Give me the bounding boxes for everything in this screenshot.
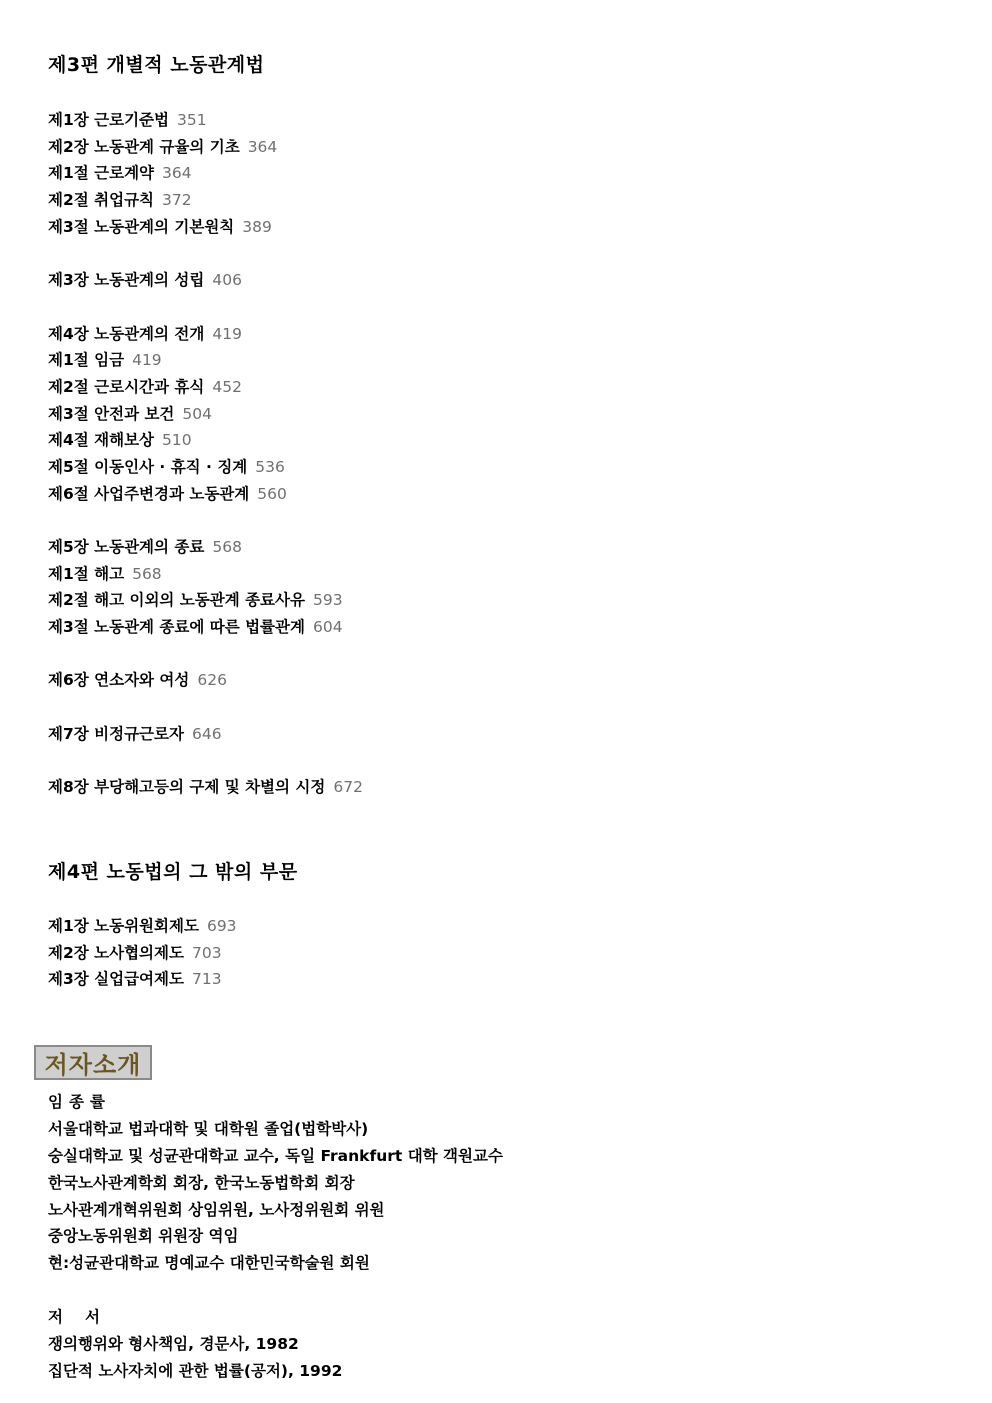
toc-entry-label: 제2절 취업규칙 — [48, 191, 155, 210]
toc-entry-section — [48, 587, 363, 614]
toc-entry-label: 제1장 근로기준법 — [48, 111, 169, 129]
toc-entry-chapter-3 — [48, 267, 363, 294]
toc-entry-page: 419 — [212, 324, 242, 343]
part-3-toc — [48, 107, 363, 801]
toc-entry-label: 제2절 근로시간과 휴식 — [48, 377, 205, 396]
toc-entry-label: 제8장 부당해고등의 구제 및 차별의 시정 — [48, 778, 326, 797]
toc-entry-label: 제2장 노사협의제도 — [48, 943, 184, 962]
toc-entry-chapter-1 — [48, 913, 237, 940]
toc-entry-page: 604 — [312, 618, 343, 637]
career-item: 노사관계개혁위원회 상임위원, 노사정위원회 위원 — [48, 1200, 385, 1219]
toc-entry-page: 713 — [191, 970, 222, 989]
toc-entry-label: 제1절 임금 — [48, 351, 125, 370]
toc-entry-section — [48, 454, 363, 481]
toc-entry-page: 568 — [212, 538, 242, 556]
career-item: 중앙노동위원회 위원장 역임 — [48, 1227, 239, 1246]
toc-entry-label: 제1장 노동위원회제도 — [48, 917, 199, 935]
toc-entry-page: 351 — [177, 111, 207, 129]
toc-entry-page: 626 — [197, 671, 227, 690]
toc-entry-label: 제1절 해고 — [48, 564, 125, 583]
toc-entry-page: 389 — [242, 217, 272, 236]
toc-entry-label: 제2장 노동관계 규율의 기초 — [48, 137, 240, 156]
toc-entry-section — [48, 561, 363, 588]
toc-entry-label: 제5절 이동인사 · 휴직 · 징계 — [48, 457, 248, 476]
work-item: 쟁의행위와 형사책임, 경문사, 1982 — [48, 1335, 299, 1354]
toc-entry-section — [48, 614, 363, 641]
toc-entry-label: 제3장 노동관계의 성립 — [48, 271, 205, 290]
works-heading: 저서 — [48, 1308, 122, 1327]
toc-entry-label: 제3장 실업급여제도 — [48, 970, 184, 989]
toc-entry-page: 406 — [212, 271, 242, 290]
toc-entry-label: 제6장 연소자와 여성 — [48, 671, 190, 690]
toc-entry-page: 568 — [132, 564, 162, 583]
author-name: 임종률 — [48, 1093, 111, 1111]
toc-entry-chapter-3 — [48, 966, 237, 993]
toc-entry-page: 364 — [247, 137, 278, 156]
toc-entry-chapter-8 — [48, 774, 363, 801]
toc-entry-section — [48, 187, 363, 214]
toc-entry-label: 제4장 노동관계의 전개 — [48, 324, 205, 343]
author-section-heading — [34, 1045, 152, 1080]
part-4-toc — [48, 913, 237, 993]
toc-entry-chapter-6 — [48, 667, 363, 694]
toc-entry-label: 제5장 노동관계의 종료 — [48, 538, 205, 556]
toc-entry-label: 제7장 비정규근로자 — [48, 724, 184, 743]
toc-entry-page: 419 — [132, 351, 162, 370]
toc-entry-section — [48, 160, 363, 187]
toc-entry-page: 703 — [191, 943, 222, 962]
toc-entry-page: 593 — [312, 591, 343, 610]
toc-entry-section — [48, 427, 363, 454]
author-info — [48, 1089, 503, 1385]
toc-entry-chapter-2 — [48, 940, 237, 967]
toc-entry-page: 372 — [162, 191, 192, 210]
toc-entry-chapter-4 — [48, 321, 363, 348]
toc-entry-page: 364 — [162, 164, 192, 183]
toc-entry-page: 452 — [212, 377, 242, 396]
toc-entry-section — [48, 347, 363, 374]
toc-entry-section — [48, 401, 363, 428]
author-section-heading-text: 저자소개 — [44, 1051, 142, 1079]
toc-entry-section — [48, 214, 363, 241]
career-item: 숭실대학교 및 성균관대학교 교수, 독일 Frankfurt 대학 객원교수 — [48, 1146, 503, 1165]
toc-entry-page: 693 — [206, 917, 237, 935]
toc-entry-label: 제3절 노동관계 종료에 따른 법률관계 — [48, 618, 305, 637]
toc-entry-label: 제3절 안전과 보건 — [48, 404, 175, 423]
toc-entry-label: 제6절 사업주변경과 노동관계 — [48, 484, 250, 503]
toc-entry-label: 제3절 노동관계의 기본원칙 — [48, 217, 235, 236]
toc-entry-page: 536 — [255, 457, 285, 476]
toc-entry-label: 제1절 근로계약 — [48, 164, 155, 183]
toc-entry-page: 504 — [182, 404, 212, 423]
toc-entry-label: 제2절 해고 이외의 노동관계 종료사유 — [48, 591, 305, 610]
toc-entry-page: 560 — [257, 484, 287, 503]
career-item: 한국노사관계학회 회장, 한국노동법학회 회장 — [48, 1173, 355, 1192]
part-3-title: 제3편 개별적 노동관계법 — [48, 54, 265, 76]
toc-entry-section — [48, 481, 363, 508]
toc-entry-page: 510 — [162, 431, 192, 450]
toc-entry-chapter-1 — [48, 107, 363, 134]
part-4-title: 제4편 노동법의 그 밖의 부문 — [48, 861, 298, 883]
career-item: 서울대학교 법과대학 및 대학원 졸업(법학박사) — [48, 1119, 369, 1138]
work-item: 집단적 노사자치에 관한 법률(공저), 1992 — [48, 1361, 343, 1380]
toc-entry-label: 제4절 재해보상 — [48, 431, 155, 450]
toc-entry-page: 646 — [191, 724, 222, 743]
toc-entry-chapter-7 — [48, 721, 363, 748]
toc-entry-section — [48, 374, 363, 401]
toc-entry-chapter-5 — [48, 534, 363, 561]
toc-entry-chapter-2 — [48, 134, 363, 161]
toc-entry-page: 672 — [333, 778, 363, 797]
career-item: 현:성균관대학교 명예교수 대한민국학술원 회원 — [48, 1254, 370, 1273]
